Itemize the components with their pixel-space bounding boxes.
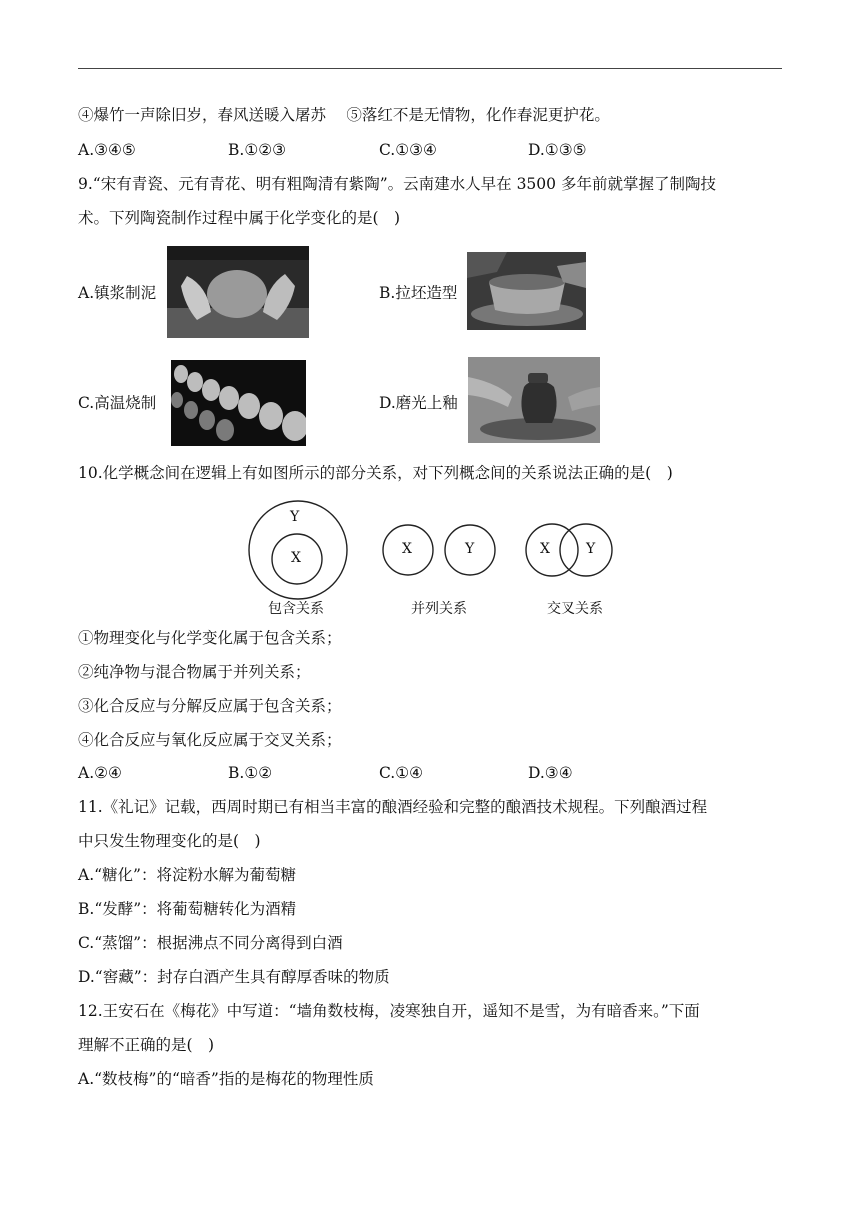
q11-stem-line1: 11.《礼记》记载，西周时期已有相当丰富的酿酒经验和完整的酿酒技术规程。下列酿酒过程	[78, 798, 708, 816]
cross-right-label: Y	[586, 541, 596, 557]
q11-option-b: B.“发酵”：将葡萄糖转化为酒精	[78, 900, 297, 918]
q12-option-a: A.“数枝梅”的“暗香”指的是梅花的物理性质	[78, 1070, 374, 1088]
pottery-wheel-photo	[467, 252, 586, 330]
header-rule	[78, 68, 782, 69]
q9-option-c: C.高温烧制	[78, 394, 157, 412]
q10-statement-2: ②纯净物与混合物属于并列关系；	[78, 663, 311, 681]
contain-inner-label: X	[291, 550, 301, 566]
q12-stem-line2: 理解不正确的是( )	[78, 1036, 215, 1054]
cross-left-circle	[526, 524, 578, 576]
q8-option-d: D.①③⑤	[528, 141, 587, 159]
q10-option-b: B.①②	[228, 764, 273, 782]
parallel-caption: 并列关系	[411, 601, 467, 617]
contain-outer-label: Y	[290, 509, 300, 525]
q9-stem-line1: 9.“宋有青瓷、元有青花、明有粗陶清有紫陶”。云南建水人早在 3500 多年前就掌握了制陶技	[78, 175, 716, 193]
q8-option-b: B.①②③	[228, 141, 287, 159]
q10-stem: 10.化学概念间在逻辑上有如图所示的部分关系，对下列概念间的关系说法正确的是( )	[78, 464, 673, 482]
q10-statement-1: ①物理变化与化学变化属于包含关系；	[78, 629, 342, 647]
parallel-left-label: X	[402, 541, 412, 557]
set-relation-diagram	[240, 498, 620, 628]
clay-kneading-photo	[167, 246, 309, 338]
q11-option-c: C.“蒸馏”：根据沸点不同分离得到白酒	[78, 934, 343, 952]
cross-left-label: X	[540, 541, 550, 557]
q10-option-a: A.②④	[78, 764, 122, 782]
q9-option-a: A.镇浆制泥	[78, 284, 157, 302]
q8-line: ④爆竹一声除旧岁，春风送暖入屠苏 ⑤落红不是无情物，化作春泥更护花。	[78, 106, 610, 124]
q8-option-a: A.③④⑤	[78, 141, 136, 159]
q9-stem-line2: 术。下列陶瓷制作过程中属于化学变化的是( )	[78, 209, 401, 227]
q11-option-d: D.“窖藏”：封存白酒产生具有醇厚香味的物质	[78, 968, 390, 986]
cross-caption: 交叉关系	[547, 601, 603, 617]
polishing-glaze-photo	[468, 357, 600, 443]
q12-stem-line1: 12.王安石在《梅花》中写道：“墙角数枝梅，凌寒独自开，遥知不是雪，为有暗香来。”下面	[78, 1002, 700, 1020]
q8-option-c: C.①③④	[379, 141, 437, 159]
q10-option-c: C.①④	[379, 764, 424, 782]
q11-stem-line2: 中只发生物理变化的是( )	[78, 832, 261, 850]
kiln-firing-photo	[171, 360, 306, 446]
q9-option-b: B.拉坯造型	[379, 284, 458, 302]
contain-caption: 包含关系	[268, 601, 324, 617]
q10-option-d: D.③④	[528, 764, 573, 782]
q10-statement-4: ④化合反应与氧化反应属于交叉关系；	[78, 731, 342, 749]
q9-option-d: D.磨光上釉	[379, 394, 458, 412]
parallel-right-label: Y	[465, 541, 475, 557]
q11-option-a: A.“糖化”：将淀粉水解为葡萄糖	[78, 866, 296, 884]
q10-statement-3: ③化合反应与分解反应属于包含关系；	[78, 697, 342, 715]
